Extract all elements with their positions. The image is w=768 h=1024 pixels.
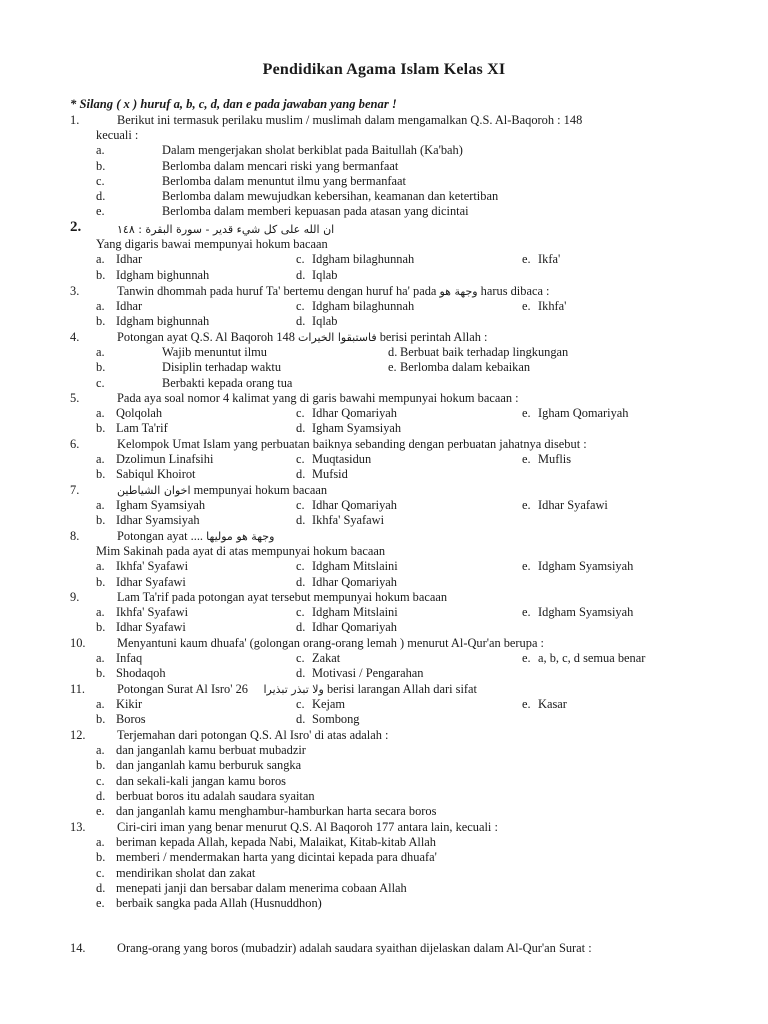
option-c[interactable]: c.: [296, 559, 305, 574]
option-b[interactable]: b.: [96, 712, 106, 727]
page-title: Pendidikan Agama Islam Kelas XI: [262, 61, 506, 78]
option-d[interactable]: d.: [296, 467, 306, 482]
option-a[interactable]: a.: [96, 651, 105, 666]
option-c[interactable]: c. Berlomba dalam menuntut ilmu yang bermanfaat: [96, 173, 406, 188]
option-b[interactable]: b.: [96, 666, 106, 681]
option-row-2: b. Lam Ta'rif d. Igham Syamsiyah: [96, 421, 402, 436]
question-12: [70, 728, 710, 819]
option-row-2: b. Idhar Syamsiyah d. Ikhfa' Syafawi: [96, 513, 385, 528]
option-c[interactable]: c.: [296, 651, 305, 666]
question-8: [70, 529, 710, 590]
option-row-1: a. Kikir c. Kejam e. Kasar: [96, 697, 567, 712]
question-number: 4.: [70, 330, 80, 344]
option-b[interactable]: b.: [96, 513, 106, 528]
option-row-2: b. Idgham bighunnah d. Iqlab: [96, 267, 338, 282]
option-b[interactable]: b. memberi / mendermakan harta yang dicintai kepada para dhuafa': [96, 850, 437, 865]
option-e[interactable]: e. Berlomba dalam memberi kepuasan pada atasan yang dicintai: [96, 204, 469, 219]
question-stem: Pada aya soal nomor 4 kalimat yang di garis bawahi mempunyai hokum bacaan :: [117, 391, 519, 405]
question-stem: Potongan ayat .... وجهة هو موليها: [117, 529, 275, 543]
option-a[interactable]: a.: [96, 498, 105, 513]
question-13: [70, 820, 710, 911]
option-row-3: c. Berbakti kepada orang tua: [96, 375, 293, 390]
question-9: [70, 590, 710, 636]
option-e[interactable]: e.: [522, 605, 531, 620]
option-c[interactable]: c.: [296, 498, 305, 513]
option-e[interactable]: e. dan janganlah kamu menghambur-hamburkan harta secara boros: [96, 803, 437, 818]
option-d[interactable]: d.: [296, 620, 306, 635]
option-d[interactable]: d.: [296, 421, 306, 436]
option-e[interactable]: e.: [522, 559, 531, 574]
option-e[interactable]: e.: [522, 452, 531, 467]
question-5: [70, 391, 710, 437]
question-number: 3.: [70, 284, 80, 298]
option-d[interactable]: d.: [296, 314, 306, 329]
question-number: 8.: [70, 529, 80, 543]
option-row-1: a. Ikhfa' Syafawi c. Idgham Mitslaini e. Idgham Syamsiyah: [96, 605, 634, 620]
option-row-1: a. Ikhfa' Syafawi c. Idgham Mitslaini e. Idgham Syamsiyah: [96, 559, 634, 574]
option-c[interactable]: c.: [296, 252, 305, 267]
option-d[interactable]: d.: [296, 267, 306, 282]
question-number: 7.: [70, 483, 80, 497]
option-b[interactable]: b.: [96, 314, 106, 329]
question-stem-continued: Yang digaris bawai mempunyai hokum bacaan: [96, 237, 328, 252]
instruction: * Silang ( x ) huruf a, b, c, d, dan e pada jawaban yang benar !: [70, 97, 397, 111]
option-e[interactable]: e.: [522, 406, 531, 421]
option-e[interactable]: e.: [522, 697, 531, 712]
option-row-2: b. Boros d. Sombong: [96, 712, 360, 727]
question-2: [70, 219, 710, 283]
option-row-1: a. Idhar c. Idgham bilaghunnah e. Ikhfa': [96, 299, 567, 314]
option-d[interactable]: d. berbuat boros itu adalah saudara syaitan: [96, 788, 315, 803]
option-b[interactable]: b. Berlomba dalam mencari riski yang bermanfaat: [96, 158, 399, 173]
question-number: 10.: [70, 636, 86, 650]
question-stem: Tanwin dhommah pada huruf Ta' bertemu dengan huruf ha' pada وجهة هو harus dibaca :: [117, 284, 550, 298]
question-stem: Menyantuni kaum dhuafa' (golongan orang-orang lemah ) menurut Al-Qur'an berupa :: [117, 636, 544, 650]
arabic-verse: ان الله على كل شيء قدير - سورة البقرة : ١٤٨: [117, 223, 335, 236]
question-stem: Ciri-ciri iman yang benar menurut Q.S. Al Baqoroh 177 antara lain, kecuali :: [117, 820, 498, 834]
option-b[interactable]: b. dan janganlah kamu berburuk sangka: [96, 758, 302, 773]
question-10: [70, 636, 710, 682]
question-number: 9.: [70, 590, 80, 604]
option-row-1: a. Wajib menuntut ilmu d. Berbuat baik terhadap lingkungan: [96, 345, 569, 360]
option-c[interactable]: c. dan sekali-kali jangan kamu boros: [96, 773, 286, 788]
arabic-phrase: اخوان الشياطين: [117, 484, 191, 497]
question-stem: Lam Ta'rif pada potongan ayat tersebut mempunyai hokum bacaan: [117, 590, 448, 604]
option-row-2: b. Idgham bighunnah d. Iqlab: [96, 314, 338, 329]
option-b[interactable]: b.: [96, 574, 106, 589]
option-d[interactable]: d.: [296, 513, 306, 528]
question-number: 11.: [70, 682, 86, 696]
option-a[interactable]: a.: [96, 697, 105, 712]
option-e[interactable]: e. berbaik sangka pada Allah (Husnuddhon): [96, 895, 322, 910]
question-4: [70, 330, 710, 391]
option-a[interactable]: a.: [96, 252, 105, 267]
option-b[interactable]: b.: [96, 267, 106, 282]
option-a[interactable]: a. Dalam mengerjakan sholat berkiblat pada Baitullah (Ka'bah): [96, 143, 463, 158]
option-d[interactable]: d.: [388, 345, 398, 360]
question-number: 13.: [70, 820, 86, 834]
question-number: 1.: [70, 113, 80, 127]
question-stem: Kelompok Umat Islam yang perbuatan baiknya sebanding dengan perbuatan jahatnya disebut :: [117, 437, 587, 451]
question-3: [70, 284, 710, 330]
question-stem-continued: Mim Sakinah pada ayat di atas mempunyai hokum bacaan: [96, 544, 386, 559]
question-stem: Potongan ayat Q.S. Al Baqoroh 148 فاستبقوا الخيرات berisi perintah Allah :: [117, 330, 488, 344]
option-a[interactable]: a.: [96, 299, 105, 314]
arabic-phrase: ولا تبذر تبذيرا: [263, 683, 324, 696]
question-stem-continued: kecuali :: [96, 128, 139, 143]
option-a[interactable]: a. beriman kepada Allah, kepada Nabi, Malaikat, Kitab-kitab Allah: [96, 835, 436, 850]
option-d[interactable]: d.: [296, 666, 306, 681]
question-number: 2.: [70, 219, 82, 235]
option-row-1: a. Dzolimun Linafsihi c. Muqtasidun e. Muflis: [96, 452, 572, 467]
option-b[interactable]: b.: [96, 620, 106, 635]
question-stem: Berikut ini termasuk perilaku muslim / muslimah dalam mengamalkan Q.S. Al-Baqoroh : 148: [117, 113, 583, 127]
option-c[interactable]: c.: [296, 605, 305, 620]
arabic-phrase: وجهة هو: [439, 285, 478, 298]
option-e[interactable]: e.: [522, 299, 531, 314]
option-a[interactable]: a.: [96, 559, 105, 574]
arabic-phrase: فاستبقوا الخيرات: [298, 331, 377, 344]
option-row-1: a. Qolqolah c. Idhar Qomariyah e. Igham Qomariyah: [96, 406, 629, 421]
option-e[interactable]: e.: [522, 252, 531, 267]
question-11: [70, 682, 710, 728]
option-d[interactable]: d. menepati janji dan bersabar dalam menerima cobaan Allah: [96, 880, 407, 895]
question-stem: Terjemahan dari potongan Q.S. Al Isro' di atas adalah :: [117, 728, 389, 742]
question-1: [70, 113, 710, 219]
option-c[interactable]: c.: [296, 697, 305, 712]
option-e[interactable]: e.: [522, 498, 531, 513]
option-a[interactable]: a.: [96, 605, 105, 620]
option-d[interactable]: d. Berlomba dalam mewujudkan kebersihan, keamanan dan ketertiban: [96, 188, 499, 203]
question-stem: اخوان الشياطين mempunyai hokum bacaan: [117, 483, 328, 497]
question-6: [70, 437, 710, 483]
option-row-2: b. Disiplin terhadap waktu e. Berlomba dalam kebaikan: [96, 360, 531, 375]
option-c[interactable]: c. mendirikan sholat dan zakat: [96, 865, 256, 880]
question-number: 14.: [70, 941, 86, 955]
option-a[interactable]: a.: [96, 406, 105, 421]
option-c[interactable]: c.: [296, 299, 305, 314]
option-b[interactable]: b.: [96, 421, 106, 436]
question-14: [70, 941, 710, 956]
option-d[interactable]: d.: [296, 712, 306, 727]
option-b[interactable]: b.: [96, 360, 106, 375]
option-row-2: b. Shodaqoh d. Motivasi / Pengarahan: [96, 666, 424, 681]
question-number: 12.: [70, 728, 86, 742]
option-d[interactable]: d.: [296, 574, 306, 589]
question-7: [70, 483, 710, 529]
option-a[interactable]: a.: [96, 452, 105, 467]
question-stem: Orang-orang yang boros (mubadzir) adalah saudara syaithan dijelaskan dalam Al-Qur'an Surat :: [117, 941, 592, 955]
option-c[interactable]: c.: [96, 375, 105, 390]
option-e[interactable]: e.: [388, 360, 397, 375]
option-c[interactable]: c.: [296, 406, 305, 421]
option-c[interactable]: c.: [296, 452, 305, 467]
option-row-1: a. Idhar c. Idgham bilaghunnah e. Ikfa': [96, 252, 561, 267]
option-row-1: a. Igham Syamsiyah c. Idhar Qomariyah e. Idhar Syafawi: [96, 498, 608, 513]
option-row-2: b. Idhar Syafawi d. Idhar Qomariyah: [96, 620, 397, 635]
option-row-1: a. Infaq c. Zakat e. a, b, c, d semua benar: [96, 651, 646, 666]
arabic-phrase: وجهة هو موليها: [206, 530, 275, 543]
option-b[interactable]: b.: [96, 467, 106, 482]
question-number: 6.: [70, 437, 80, 451]
option-e[interactable]: e.: [522, 651, 531, 666]
option-a[interactable]: a.: [96, 345, 105, 360]
option-row-2: b. Idhar Syafawi d. Idhar Qomariyah: [96, 574, 397, 589]
question-stem: Potongan Surat Al Isro' 26 ولا تبذر تبذيرا berisi larangan Allah dari sifat: [117, 682, 477, 696]
option-a[interactable]: a. dan janganlah kamu berbuat mubadzir: [96, 743, 306, 758]
question-number: 5.: [70, 391, 80, 405]
option-row-2: b. Sabiqul Khoirot d. Mufsid: [96, 467, 348, 482]
